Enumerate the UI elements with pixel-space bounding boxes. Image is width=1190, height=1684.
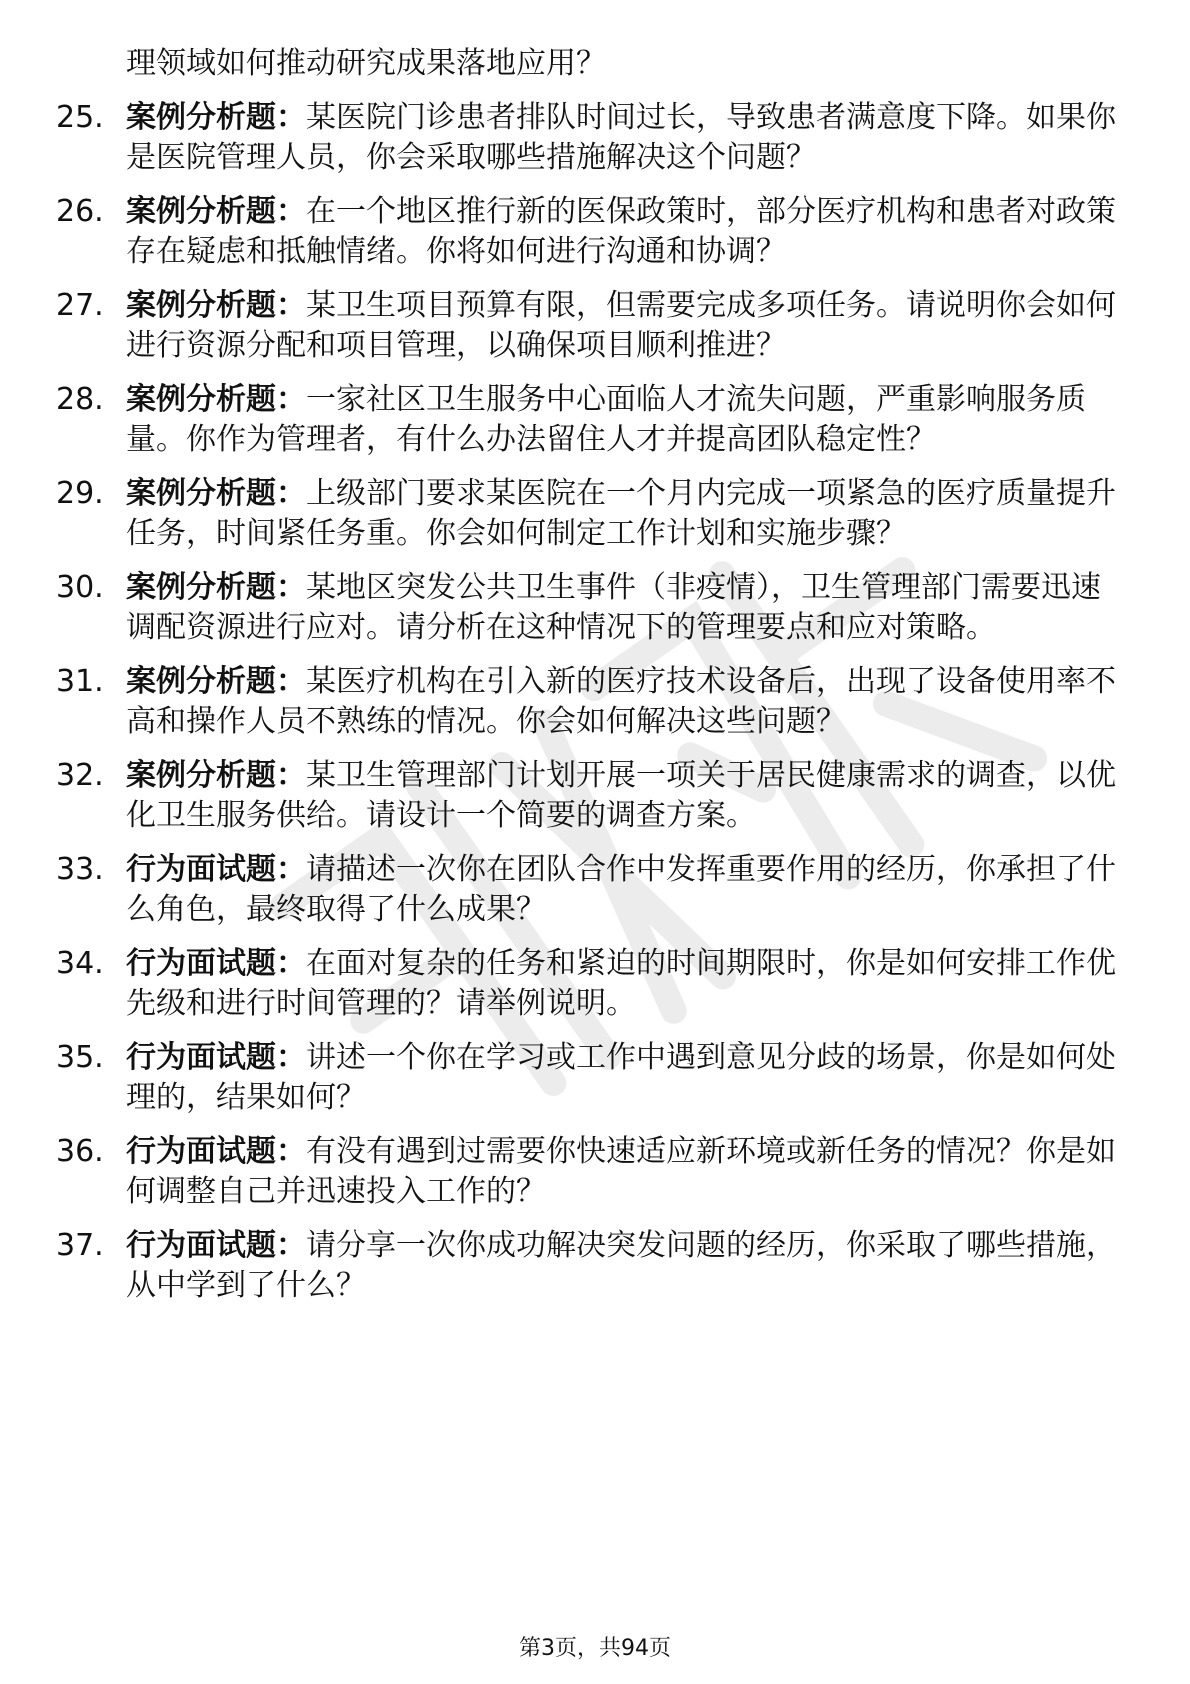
question-item xyxy=(56,286,1126,366)
question-item xyxy=(56,944,1126,1024)
document-body xyxy=(56,44,1126,1320)
question-text: 上级部门要求某医院在一个月内完成一项紧急的医疗质量提升任务，时间紧任务重。你会如何制定工作计划和实施步骤？ xyxy=(126,476,1116,551)
question-type: 行为面试题： xyxy=(126,946,306,981)
question-item xyxy=(56,1038,1126,1118)
question-text: 一家社区卫生服务中心面临人才流失问题，严重影响服务质量。你作为管理者，有什么办法留住人才并提高团队稳定性？ xyxy=(126,382,1086,457)
question-content xyxy=(126,850,1126,930)
question-text: 某卫生管理部门计划开展一项关于居民健康需求的调查，以优化卫生服务供给。请设计一个简要的调查方案。 xyxy=(126,758,1116,833)
question-text: 讲述一个你在学习或工作中遇到意见分歧的场景，你是如何处理的，结果如何？ xyxy=(126,1040,1116,1115)
question-type: 案例分析题： xyxy=(126,194,306,229)
continuation-text: 理领域如何推动研究成果落地应用？ xyxy=(126,46,606,81)
question-number: 25. xyxy=(56,100,104,135)
question-text: 某医院门诊患者排队时间过长，导致患者满意度下降。如果你是医院管理人员，你会采取哪些措施解决这个问题？ xyxy=(126,100,1116,175)
question-type: 案例分析题： xyxy=(126,288,306,323)
question-content xyxy=(126,98,1126,178)
question-item xyxy=(56,1226,1126,1306)
question-item xyxy=(56,850,1126,930)
question-text: 在一个地区推行新的医保政策时，部分医疗机构和患者对政策存在疑虑和抵触情绪。你将如何进行沟通和协调？ xyxy=(126,194,1116,269)
question-number: 34. xyxy=(56,946,104,981)
question-number: 31. xyxy=(56,664,104,699)
question-type: 案例分析题： xyxy=(126,476,306,511)
question-item xyxy=(56,192,1126,272)
question-item xyxy=(56,662,1126,742)
question-type: 案例分析题： xyxy=(126,100,306,135)
question-item xyxy=(56,98,1126,178)
question-content xyxy=(126,944,1126,1024)
question-content xyxy=(126,756,1126,836)
question-type: 案例分析题： xyxy=(126,758,306,793)
question-content xyxy=(126,192,1126,272)
question-text: 请描述一次你在团队合作中发挥重要作用的经历，你承担了什么角色，最终取得了什么成果？ xyxy=(126,852,1116,927)
question-type: 案例分析题： xyxy=(126,382,306,417)
question-text: 某卫生项目预算有限，但需要完成多项任务。请说明你会如何进行资源分配和项目管理，以确保项目顺利推进？ xyxy=(126,288,1116,363)
question-item xyxy=(56,568,1126,648)
question-text: 某医疗机构在引入新的医疗技术设备后，出现了设备使用率不高和操作人员不熟练的情况。你会如何解决这些问题？ xyxy=(126,664,1116,739)
question-content xyxy=(126,380,1126,460)
question-content xyxy=(126,662,1126,742)
question-content xyxy=(126,1226,1126,1306)
question-text: 在面对复杂的任务和紧迫的时间期限时，你是如何安排工作优先级和进行时间管理的？请举例说明。 xyxy=(126,946,1116,1021)
question-content xyxy=(126,286,1126,366)
question-type: 行为面试题： xyxy=(126,1228,306,1263)
question-number: 29. xyxy=(56,476,104,511)
question-item xyxy=(56,380,1126,460)
question-content xyxy=(126,1132,1126,1212)
question-number: 30. xyxy=(56,570,104,605)
question-text: 有没有遇到过需要你快速适应新环境或新任务的情况？你是如何调整自己并迅速投入工作的？ xyxy=(126,1134,1116,1209)
question-number: 35. xyxy=(56,1040,104,1075)
question-number: 36. xyxy=(56,1134,104,1169)
question-number: 33. xyxy=(56,852,104,887)
question-content xyxy=(126,474,1126,554)
question-number: 37. xyxy=(56,1228,104,1263)
question-type: 案例分析题： xyxy=(126,570,306,605)
page-number-footer: 第3页，共94页 xyxy=(519,1636,671,1661)
question-content xyxy=(126,1038,1126,1118)
question-number: 27. xyxy=(56,288,104,323)
question-list xyxy=(56,98,1126,1306)
question-text: 请分享一次你成功解决突发问题的经历，你采取了哪些措施，从中学到了什么？ xyxy=(126,1228,1116,1303)
question-type: 行为面试题： xyxy=(126,1134,306,1169)
question-item xyxy=(56,474,1126,554)
question-item xyxy=(56,756,1126,836)
question-type: 行为面试题： xyxy=(126,1040,306,1075)
question-number: 28. xyxy=(56,382,104,417)
question-item xyxy=(56,1132,1126,1212)
question-number: 32. xyxy=(56,758,104,793)
question-text: 某地区突发公共卫生事件（非疫情），卫生管理部门需要迅速调配资源进行应对。请分析在这种情况下的管理要点和应对策略。 xyxy=(126,570,1101,645)
question-number: 26. xyxy=(56,194,104,229)
question-type: 行为面试题： xyxy=(126,852,306,887)
question-content xyxy=(126,568,1126,648)
question-type: 案例分析题： xyxy=(126,664,306,699)
